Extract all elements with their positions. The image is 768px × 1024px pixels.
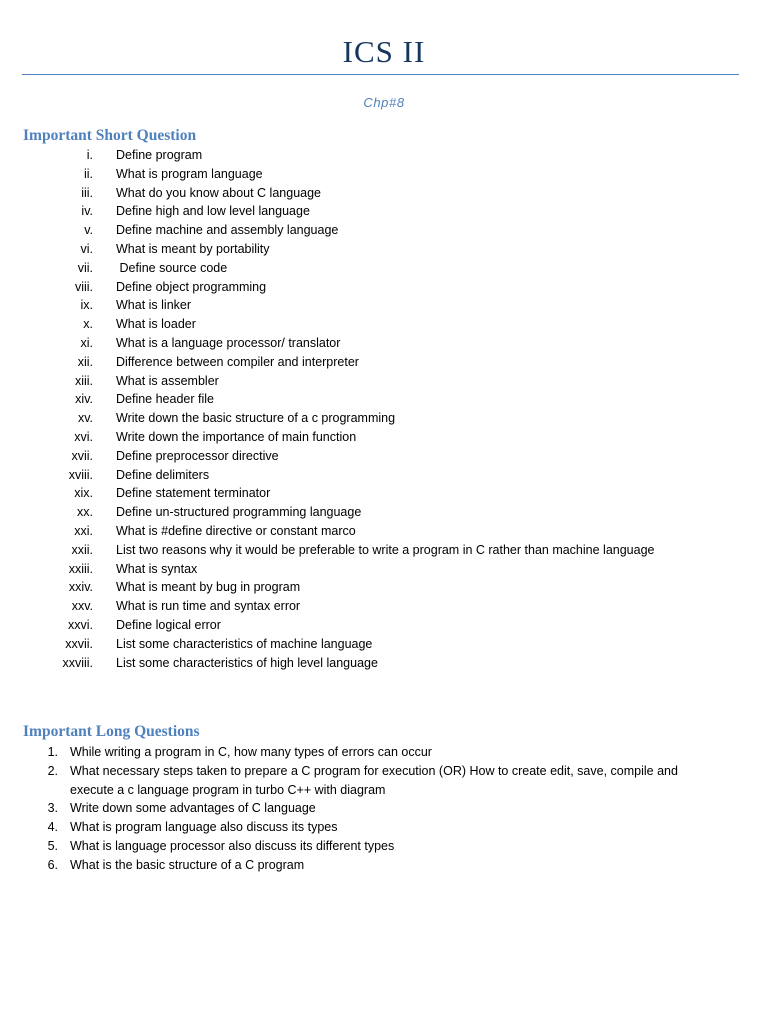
question-number: xi. [80, 335, 93, 350]
question-number: xiii. [74, 373, 93, 388]
question-number: xxviii. [62, 655, 93, 670]
question-text: Define machine and assembly language [116, 223, 339, 238]
question-text: Define logical error [116, 617, 221, 632]
question-text: Define delimiters [116, 467, 210, 482]
question-text: List some characteristics of machine language [116, 636, 373, 651]
short-question-item [0, 428, 768, 447]
question-number: i. [86, 148, 93, 162]
long-question-item [0, 856, 768, 875]
short-questions-heading: Important Short Question [23, 127, 197, 144]
question-number: ii. [83, 166, 93, 181]
long-question-item [0, 837, 768, 856]
long-questions-list [0, 743, 768, 875]
question-text: What is the basic structure of a C program [70, 857, 305, 872]
question-text: Write down the basic structure of a c programming [116, 411, 396, 426]
question-number: 4. [47, 820, 58, 835]
short-question-item [0, 221, 768, 240]
short-question-item [0, 597, 768, 616]
short-question-item [0, 616, 768, 635]
question-number: xxii. [71, 542, 93, 557]
question-text: What is a language processor/ translator [116, 335, 341, 350]
short-question-item [0, 484, 768, 503]
question-number: xvi. [74, 429, 93, 444]
short-question-item [0, 654, 768, 673]
short-question-item [0, 165, 768, 184]
short-question-item [0, 447, 768, 466]
question-number: xv. [77, 411, 93, 426]
question-text: What is assembler [116, 373, 219, 388]
long-question-item [0, 762, 768, 800]
question-number: xxvii. [65, 636, 93, 651]
question-text: Define statement terminator [116, 486, 271, 501]
question-number: 1. [47, 745, 58, 759]
short-question-item [0, 541, 768, 560]
short-question-item [0, 259, 768, 278]
short-question-item [0, 522, 768, 541]
short-question-item [0, 278, 768, 297]
document-title: ICS II [342, 34, 426, 69]
question-number: xxv. [71, 599, 93, 614]
long-question-item [0, 743, 768, 762]
short-question-item [0, 334, 768, 353]
question-number: x. [83, 317, 93, 332]
short-question-item [0, 146, 768, 165]
question-text: Define high and low level language [116, 204, 310, 219]
question-text: Difference between compiler and interpreter [116, 354, 359, 369]
question-number: xx. [77, 505, 93, 520]
question-text: What is run time and syntax error [116, 599, 301, 614]
question-number: xvii. [71, 448, 93, 463]
short-question-item [0, 202, 768, 221]
question-text: Define un-structured programming language [116, 505, 362, 520]
short-question-item [0, 240, 768, 259]
question-number: 2. [47, 763, 58, 778]
question-text: What is meant by bug in program [116, 580, 301, 595]
question-number: ix. [80, 298, 93, 313]
short-question-item [0, 353, 768, 372]
question-text: What is linker [116, 298, 192, 313]
question-text: While writing a program in C, how many types of errors can occur [70, 745, 432, 759]
question-text: Define preprocessor directive [116, 448, 279, 463]
short-question-item [0, 409, 768, 428]
question-number: viii. [74, 279, 93, 294]
question-text: List two reasons why it would be preferable to write a program in C rather than machine language [116, 542, 655, 557]
question-number: v. [84, 223, 93, 238]
question-text: What do you know about C language [116, 185, 321, 200]
title-divider [22, 74, 739, 75]
short-question-item [0, 390, 768, 409]
question-text: What is program language also discuss its types [70, 820, 338, 835]
question-number: xiv. [75, 392, 93, 407]
question-text: Define header file [116, 392, 214, 407]
question-number: vii. [77, 260, 93, 275]
question-number: xii. [77, 354, 93, 369]
question-number: iv. [81, 204, 93, 219]
question-number: iii. [81, 185, 93, 200]
short-question-item [0, 635, 768, 654]
short-question-item [0, 560, 768, 579]
short-question-item [0, 315, 768, 334]
question-number: xix. [74, 486, 93, 501]
question-text: What necessary steps taken to prepare a C program for execution (OR) How to create edit, save, compile and execute a c language program in turbo C++ with diagram [70, 763, 678, 797]
question-text: What is meant by portability [116, 241, 270, 256]
short-question-item [0, 184, 768, 203]
question-text: What is #define directive or constant marco [116, 523, 356, 538]
short-questions-list [0, 146, 768, 672]
question-text: List some characteristics of high level language [116, 655, 378, 670]
question-number: xxi. [74, 523, 93, 538]
question-number: vi. [80, 241, 93, 256]
question-text: What is language processor also discuss its different types [70, 838, 395, 853]
long-questions-heading: Important Long Questions [23, 723, 200, 740]
question-text: What is program language [116, 166, 263, 181]
question-number: 3. [47, 801, 58, 816]
question-text: What is syntax [116, 561, 198, 576]
long-question-item [0, 799, 768, 818]
long-question-item [0, 818, 768, 837]
short-question-item [0, 578, 768, 597]
chapter-subtitle: Chp#8 [363, 95, 405, 110]
question-text: Write down the importance of main function [116, 429, 357, 444]
question-number: xxvi. [68, 617, 93, 632]
question-text: Write down some advantages of C language [70, 801, 316, 816]
question-text: Define object programming [116, 279, 267, 294]
question-number: 5. [47, 838, 58, 853]
short-question-item [0, 503, 768, 522]
short-question-item [0, 466, 768, 485]
short-question-item [0, 372, 768, 391]
question-text: What is loader [116, 317, 196, 332]
question-text: Define source code [116, 260, 228, 275]
short-question-item [0, 296, 768, 315]
question-text: Define program [116, 148, 203, 162]
question-number: xviii. [68, 467, 93, 482]
question-number: xxiv. [68, 580, 93, 595]
question-number: xxiii. [68, 561, 93, 576]
question-number: 6. [47, 857, 58, 872]
